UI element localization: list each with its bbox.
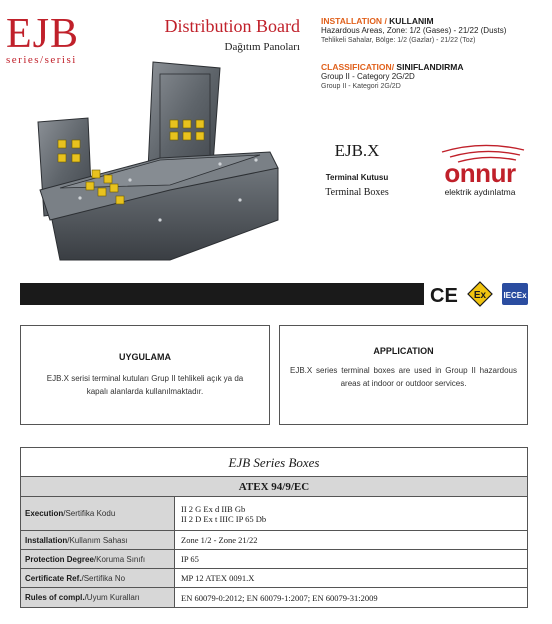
application-heading-en: APPLICATION [373,346,434,356]
row-key: Certificate Ref. / Sertifika No [21,569,175,587]
series-tr: serisi [44,54,77,66]
row-key-tr: Kullanım Sahası [69,535,128,545]
model-block [302,141,412,198]
application-heading-tr: UYGULAMA [119,352,171,362]
application-box-tr [20,325,270,425]
row-key: Rules of compl. / Uyum Kuralları [21,588,175,607]
classification-heading: CLASSIFICATION/ SINIFLANDIRMA [321,62,464,72]
model-name-tr: Terminal Kutusu [325,173,389,182]
row-key-en: Protection Degree [25,554,94,564]
model-name-en: Terminal Boxes [325,187,389,198]
specs-table [20,447,528,608]
row-key-tr: Koruma Sınıfı [96,554,146,564]
table-row [21,550,527,569]
classification-line-tr: Group II - Kategori 2G/2D [321,83,401,90]
row-key-en: Certificate Ref. [25,573,82,583]
product-image [20,60,295,270]
installation-line-tr: Tehlikeli Sahalar, Bölge: 1/2 (Gazlar) - 21/22 (Toz) [321,37,476,44]
application-box-en [279,325,528,425]
row-key-tr: Sertifika Kodu [65,509,116,518]
row-value [175,497,527,530]
table-row [21,588,527,607]
ce-mark-icon: CE [430,285,458,307]
specs-standard: ATEX 94/9/EC [21,477,527,497]
ex-mark-label: Ex [473,290,487,301]
table-row [21,497,527,531]
row-value-line: Zone 1/2 - Zone 21/22 [181,535,258,545]
row-value [175,531,527,549]
row-value-line: II 2 G Ex d IIB Gb [181,503,246,514]
specs-title: EJB Series Boxes [21,448,527,477]
logo-brand: onnur [444,158,516,188]
ex-mark-icon [468,282,492,306]
series-block [6,11,92,66]
row-value [175,569,527,587]
row-value-line: MP 12 ATEX 0091.X [181,573,255,583]
row-key-tr: Sertifika No [83,573,126,583]
application-text-en: EJB.X series terminal boxes are used in Group II hazardous areas at indoor or outdoor services. [290,366,517,388]
iecex-mark-icon [502,283,528,305]
classification-heading-en: CLASSIFICATION [321,62,392,72]
row-value-line: IP 65 [181,554,199,564]
certification-marks [428,280,548,308]
table-row [21,531,527,550]
onnur-logo [412,138,548,208]
series-separator: / [40,54,45,66]
installation-heading-tr: KULLANIM [389,16,434,26]
installation-heading: INSTALLATION / KULLANIM [321,16,434,26]
row-key-en: Execution [25,509,64,518]
title-block [130,16,300,53]
row-key-tr: Uyum Kuralları [86,593,140,602]
row-value [175,588,527,607]
row-key-en: Rules of compl. [25,593,85,602]
row-key-en: Installation [25,535,68,545]
info-block [321,16,546,92]
installation-heading-en: INSTALLATION [321,16,383,26]
row-value-line: II 2 D Ex t IIIC IP 65 Db [181,513,267,524]
installation-line: Hazardous Areas, Zone: 1/2 (Gases) - 21/22 (Dusts) [321,26,507,35]
row-value [175,550,527,568]
series-en: series [6,54,41,66]
row-key: Execution / Sertifika Kodu [21,497,175,530]
page-title: Distribution Board [164,16,300,36]
classification-line: Group II - Category 2G/2D [321,72,415,81]
table-row [21,569,527,588]
row-value-line: EN 60079-0:2012; EN 60079-1:2007; EN 60079-31:2009 [181,592,378,603]
logo-tagline: elektrik aydınlatma [444,187,516,197]
model-code: EJB.X [334,141,380,160]
iecex-mark-label: IECEx [503,291,527,300]
black-band [20,283,424,305]
row-key: Protection Degree / Koruma Sınıfı [21,550,175,568]
classification-heading-tr: SINIFLANDIRMA [396,62,464,72]
application-text-tr: EJB.X serisi terminal kutuları Grup II tehlikeli açık ya da kapalı alanlarda kullanılmaktadır. [46,374,244,396]
page-title-tr: Dağıtım Panoları [224,41,300,53]
row-key: Installation / Kullanım Sahası [21,531,175,549]
series-code: EJB [6,11,80,57]
